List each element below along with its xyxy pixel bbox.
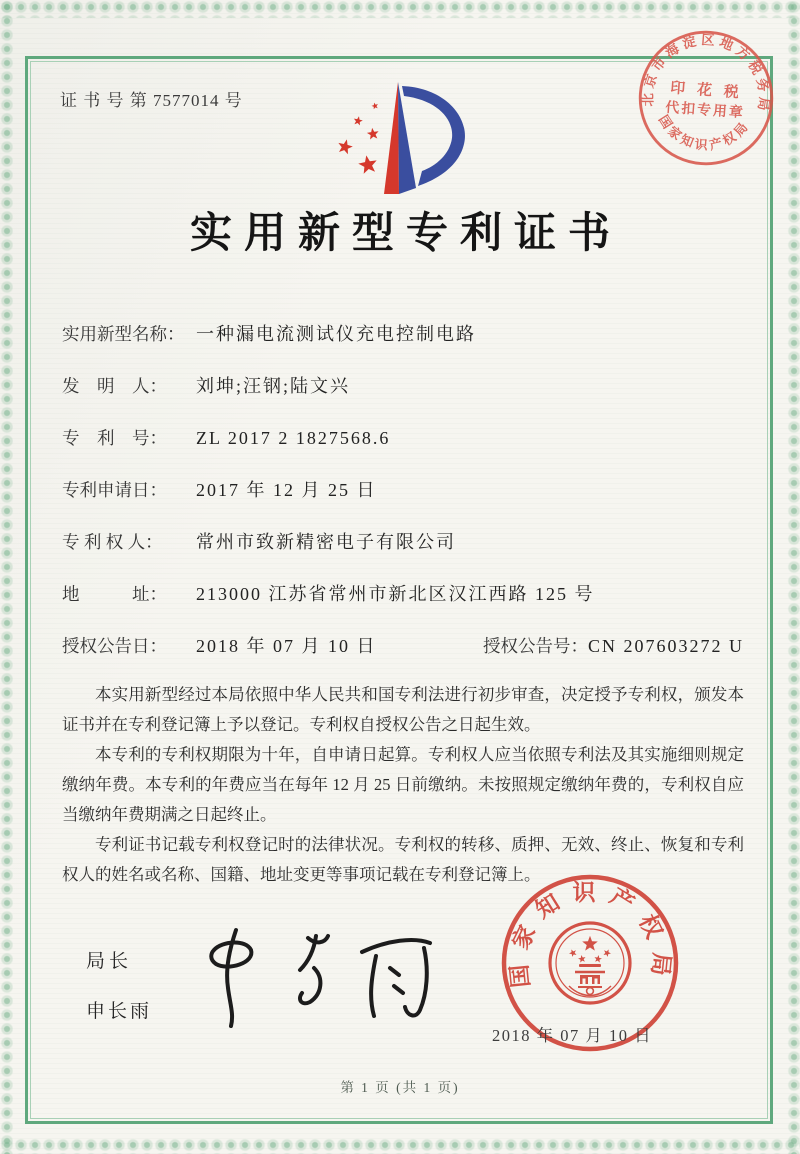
body-paragraph: 本专利的专利权期限为十年，自申请日起算。专利权人应当依照专利法及其实施细则规定缴纳年费。本专利的年费应当在每年 12 月 25 日前缴纳。未按照规定缴纳年费的，专利权自应当缴纳年费期满之日起终止。 xyxy=(62,745,744,824)
field-label: 实用新型名称： xyxy=(62,324,185,344)
body-paragraph: 本实用新型经过本局依照中华人民共和国专利法进行初步审查，决定授予专利权，颁发本证书并在专利登记簿上予以登记。专利权自授权公告之日起生效。 xyxy=(62,685,744,734)
tax-seal-top-text: 北京市海淀区地方税务局 xyxy=(640,32,773,116)
director-name: 申长雨 xyxy=(86,1001,153,1022)
lace-border-bottom xyxy=(0,1138,800,1154)
field-row-name xyxy=(62,322,744,346)
national-emblem xyxy=(550,923,630,1003)
cnipa-logo xyxy=(328,76,478,206)
field-row-inventors xyxy=(62,374,744,398)
seal-date: 2018 年 07 月 10 日 xyxy=(492,1026,653,1045)
field-label: 地 址： xyxy=(62,584,167,604)
field-label: 专利申请日： xyxy=(62,480,167,500)
office-seal-arc-text: 国家知识产权局 xyxy=(505,880,675,989)
field-list xyxy=(62,322,744,686)
field-value: 2017 年 12 月 25 日 xyxy=(196,480,377,500)
grant-date-pair xyxy=(62,634,377,658)
lace-border-right xyxy=(787,0,800,1154)
field-row-patentee xyxy=(62,530,744,554)
director-signature xyxy=(198,910,450,1036)
director-title: 局长 xyxy=(86,951,133,972)
legal-text xyxy=(62,680,744,890)
field-label: 授权公告号： xyxy=(482,636,588,656)
field-label: 专 利 号： xyxy=(62,428,167,448)
field-row-address xyxy=(62,582,744,606)
field-row-patent-no xyxy=(62,426,744,450)
certificate-number: 证 书 号 第 7577014 号 xyxy=(60,91,243,110)
body-paragraph: 专利证书记载专利权登记时的法律状况。专利权的转移、质押、无效、终止、恢复和专利权人的姓名或名称、国籍、地址变更等事项记载在专利登记簿上。 xyxy=(62,835,744,884)
field-value: 一种漏电流测试仪充电控制电路 xyxy=(196,324,476,344)
field-value: 常州市致新精密电子有限公司 xyxy=(196,532,456,552)
field-label: 专 利 权 人： xyxy=(62,532,163,552)
tax-seal-bottom-text: 国家知识产权局 xyxy=(655,112,753,153)
field-row-filing-date xyxy=(62,478,744,502)
field-value: ZL 2017 2 1827568.6 xyxy=(196,428,391,448)
lace-border-top xyxy=(0,0,800,18)
certificate-title: 实用新型专利证书 xyxy=(189,211,622,257)
field-value: 213000 江苏省常州市新北区汉江西路 125 号 xyxy=(196,584,595,604)
tax-stamp-seal xyxy=(626,18,786,178)
grant-number-pair xyxy=(483,634,744,658)
field-value: 刘坤;汪钢;陆文兴 xyxy=(196,376,351,396)
tax-seal-line2: 代扣专用章 xyxy=(664,99,746,121)
field-value: CN 207603272 U xyxy=(587,636,744,656)
field-label: 授权公告日： xyxy=(62,636,167,656)
field-value: 2018 年 07 月 10 日 xyxy=(196,636,377,656)
field-row-grant xyxy=(62,634,744,658)
field-label: 发 明 人： xyxy=(62,376,167,396)
lace-border-left xyxy=(0,0,13,1154)
tax-seal-line1: 印 花 税 xyxy=(669,80,744,102)
page-number: 第 1 页 (共 1 页) xyxy=(340,1080,460,1095)
